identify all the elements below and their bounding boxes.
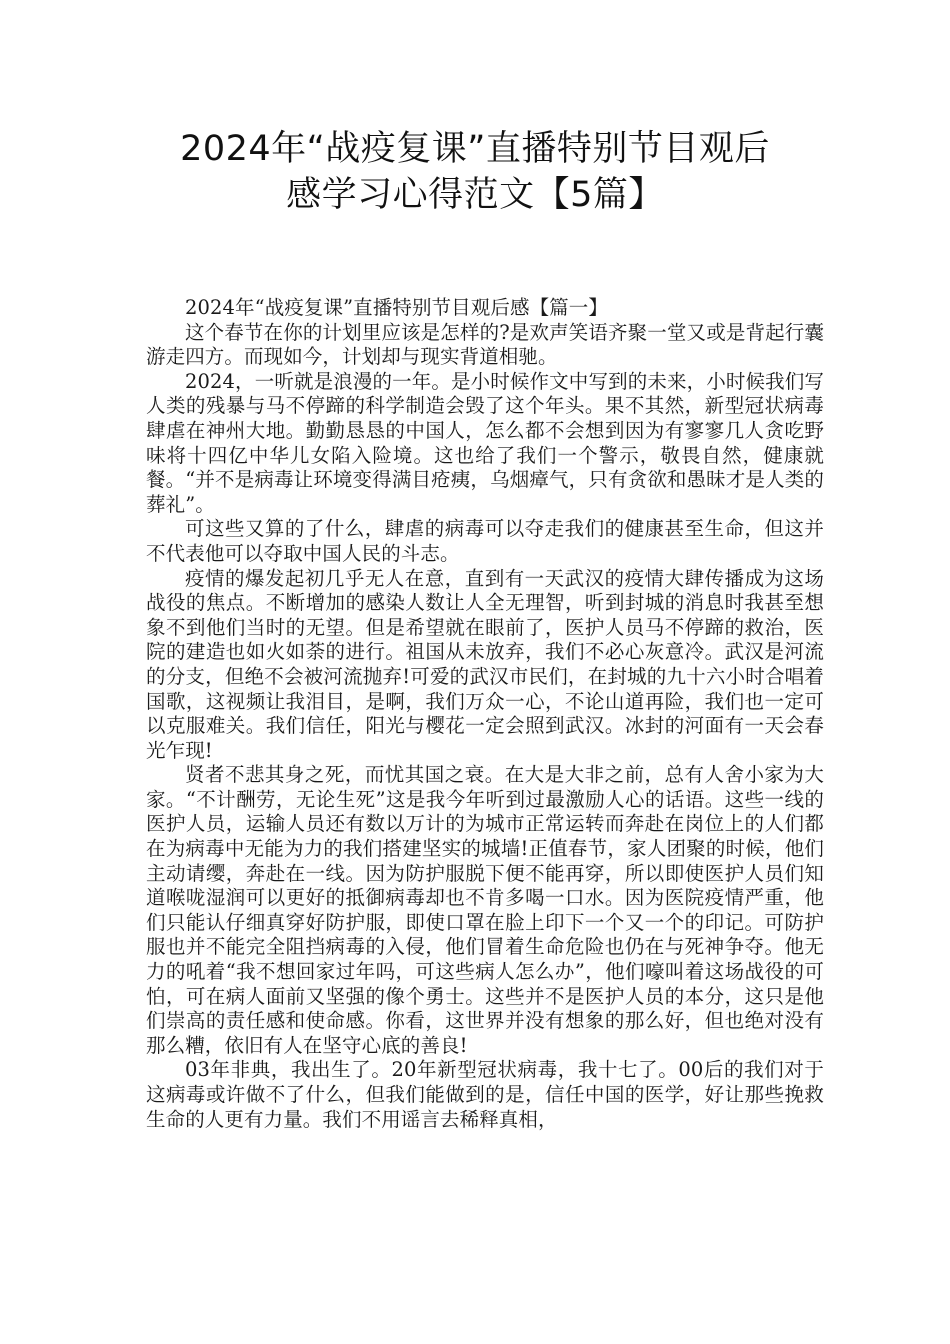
body-paragraph: 疫情的爆发起初几乎无人在意，直到有一天武汉的疫情大肆传播成为这场战役的焦点。不断增加的感染人数让人全无理智，听到封城的消息时我甚至想象不到他们当时的无望。但是希望就在眼前了，医护人员马不停蹄的救治，医院的建造也如火如荼的进行。祖国从未放弃，我们不必心灰意冷。武汉是河流的分支，但绝不会被河流抛弃!可爱的武汉市民们，在封城的九十六小时合唱着国歌，这视频让我泪目，是啊，我们万众一心，不论山道再险，我们也一定可以克服难关。我们信任，阳光与樱花一定会照到武汉。冰封的河面有一天会春光乍现!	[146, 566, 824, 762]
document-title	[110, 126, 840, 218]
document-body	[146, 296, 824, 1132]
body-paragraph: 2024，一听就是浪漫的一年。是小时候作文中写到的未来，小时候我们写人类的残暴与马不停蹄的科学制造会毁了这个年头。果不其然，新型冠状病毒肆虐在神州大地。勤勤恳恳的中国人，怎么都不会想到因为有寥寥几人贪吃野味将十四亿中华儿女陷入险境。这也给了我们一个警示，敬畏自然，健康就餐。“并不是病毒让环境变得满目疮痍，乌烟瘴气，只有贪欲和愚昧才是人类的葬礼”。	[146, 369, 824, 516]
body-paragraph: 03年非典，我出生了。20年新型冠状病毒，我十七了。00后的我们对于这病毒或许做不了什么，但我们能做到的是，信任中国的医学，好让那些挽救生命的人更有力量。我们不用谣言去稀释真相，	[146, 1058, 824, 1131]
body-paragraph: 可这些又算的了什么，肆虐的病毒可以夺走我们的健康甚至生命，但这并不代表他可以夺取中国人民的斗志。	[146, 517, 824, 565]
document-title-line-1: 2024年“战疫复课”直播特别节目观后	[180, 129, 770, 169]
body-paragraph: 这个春节在你的计划里应该是怎样的?是欢声笑语齐聚一堂又或是背起行囊游走四方。而现如今，计划却与现实背道相驰。	[146, 320, 824, 369]
section-heading: 2024年“战疫复课”直播特别节目观后感【篇一】	[185, 296, 608, 319]
body-paragraph: 贤者不悲其身之死，而忧其国之衰。在大是大非之前，总有人舍小家为大家。“不计酬劳，无论生死”这是我今年听到过最激励人心的话语。这些一线的医护人员，运输人员还有数以万计的为城市正常运转而奔赴在岗位上的人们都在为病毒中无能为力的我们搭建坚实的城墙!正值春节，家人团聚的时候，他们主动请缨，奔赴在一线。因为防护服脱下便不能再穿，所以即使医护人员们知道喉咙湿润可以更好的抵御病毒却也不肯多喝一口水。因为医院疫情严重，他们只能认仔细真穿好防护服，即使口罩在脸上印下一个又一个的印记。可防护服也并不能完全阻挡病毒的入侵，他们冒着生命危险也仍在与死神争夺。他无力的吼着“我不想回家过年吗，可这些病人怎么办”，他们嚎叫着这场战役的可怕，可在病人面前又坚强的像个勇士。这些并不是医护人员的本分，这只是他们崇高的责任感和使命感。你看，这世界并没有想象的那么好，但也绝对没有那么糟，依旧有人在坚守心底的善良!	[146, 763, 824, 1057]
document-title-line-2: 感学习心得范文【5篇】	[286, 175, 664, 215]
